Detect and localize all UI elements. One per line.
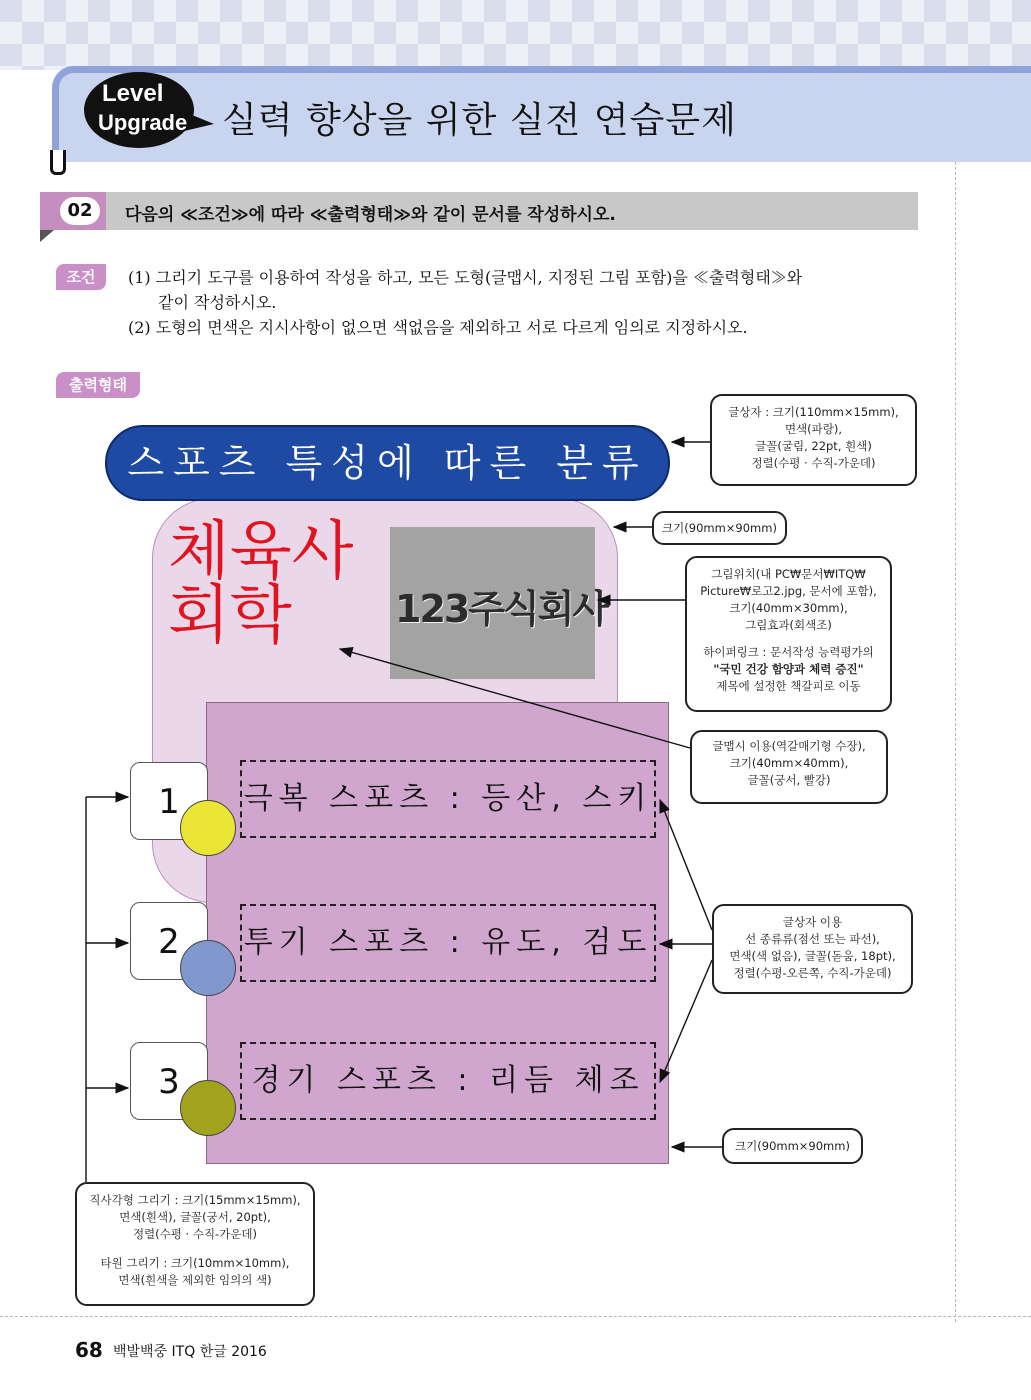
callout-line: 크기(40mm×30mm),: [729, 601, 848, 615]
callout-line: 크기(40mm×40mm),: [729, 756, 849, 770]
callout-rect-size: 크기(90mm×90mm): [722, 1128, 863, 1164]
logo-text: 123주식회사: [395, 587, 608, 631]
question-instruction: 다음의 ≪조건≫에 따라 ≪출력형태≫와 같이 문서를 작성하시오.: [125, 205, 616, 225]
callout-line: 타원 그리기 : 크기(10mm×10mm),: [100, 1256, 290, 1270]
callout-line: 면색(색 없음), 글꼴(돋움, 18pt),: [729, 949, 896, 963]
callout-line: 그림위치(내 PC₩문서₩ITQ₩: [711, 567, 866, 581]
callout-line: 제목에 설정한 책갈피로 이동: [716, 679, 861, 693]
callout-line: 글상자 이용: [782, 915, 843, 929]
callout-line: 면색(흰색), 글꼴(궁서, 20pt),: [119, 1210, 271, 1224]
callout-line: 면색(파랑),: [784, 422, 843, 436]
callout-line: 하이퍼링크 : 문서작성 능력평가의: [703, 645, 874, 659]
callout-spacer: [77, 1243, 313, 1255]
item-textbox-3: 경기 스포츠 : 리듬 체조: [240, 1042, 656, 1120]
wordart-text: 체육사회학: [168, 515, 354, 653]
upgrade-label: Upgrade: [98, 110, 188, 135]
item-number-box-1: 1: [130, 762, 208, 840]
callout-picture: [685, 556, 892, 712]
callout-line: 면색(흰색을 제외한 임의의 색): [118, 1273, 272, 1287]
condition-tag: 조건: [56, 264, 106, 290]
item-textbox-1: 극복 스포츠 : 등산, 스키: [240, 760, 656, 838]
question-number: 02: [60, 197, 100, 225]
callout-line: 정렬(수평-오른쪽, 수직-가운데): [733, 966, 892, 980]
item-number-box-3: 3: [130, 1042, 208, 1120]
book-title: 백발백중 ITQ 한글 2016: [113, 1344, 267, 1360]
callout-line: 글맵시 이용(역갈매기형 수장),: [712, 739, 866, 753]
item-number-box-2: 2: [130, 902, 208, 980]
level-label: Level: [102, 80, 164, 107]
callout-line: 정렬(수평 · 수직-가운데): [751, 456, 876, 470]
callout-line: 직사각형 그리기 : 크기(15mm×15mm),: [89, 1193, 301, 1207]
title-textbox: 스포츠 특성에 따른 분류: [105, 425, 670, 501]
item-textbox-2: 투기 스포츠 : 유도, 검도: [240, 904, 656, 982]
callout-line: 선 종류류(점선 또는 파선),: [745, 932, 880, 946]
callout-big-size: 크기(90mm×90mm): [652, 511, 787, 545]
callout-line: 글상자 : 크기(110mm×15mm),: [728, 405, 899, 419]
callout-line: 글꼴(궁서, 빨강): [747, 773, 831, 787]
callout-wordart: [690, 730, 888, 804]
callout-line: 정렬(수평 · 수직-가운데): [132, 1227, 258, 1241]
condition-1-line1: (1) 그리기 도구를 이용하여 작성을 하고, 모든 도형(글맵시, 지정된 그림 포함)을 ≪출력형태≫와: [128, 268, 803, 287]
callout-item-textbox: [712, 904, 913, 994]
callout-shapes: [75, 1182, 315, 1306]
condition-1-line2: 같이 작성하시오.: [158, 293, 277, 312]
callout-line: Picture₩로고2.jpg, 문서에 포함),: [700, 584, 877, 598]
condition-2: (2) 도형의 면색은 지시사항이 없으면 색없음을 제외하고 서로 다르게 임의로 지정하시오.: [128, 318, 748, 337]
page-number: 68: [75, 1338, 103, 1362]
callout-line: 글꼴(굴림, 22pt, 흰색): [755, 439, 872, 453]
output-tag: 출력형태: [56, 372, 140, 398]
page-title: 실력 향상을 위한 실전 연습문제: [222, 100, 737, 141]
callout-line: 그림효과(회색조): [745, 618, 832, 632]
callout-title-box: [710, 394, 917, 486]
callout-spacer: [687, 634, 890, 644]
callout-line: "국민 건강 함양과 체력 증진": [713, 662, 864, 676]
